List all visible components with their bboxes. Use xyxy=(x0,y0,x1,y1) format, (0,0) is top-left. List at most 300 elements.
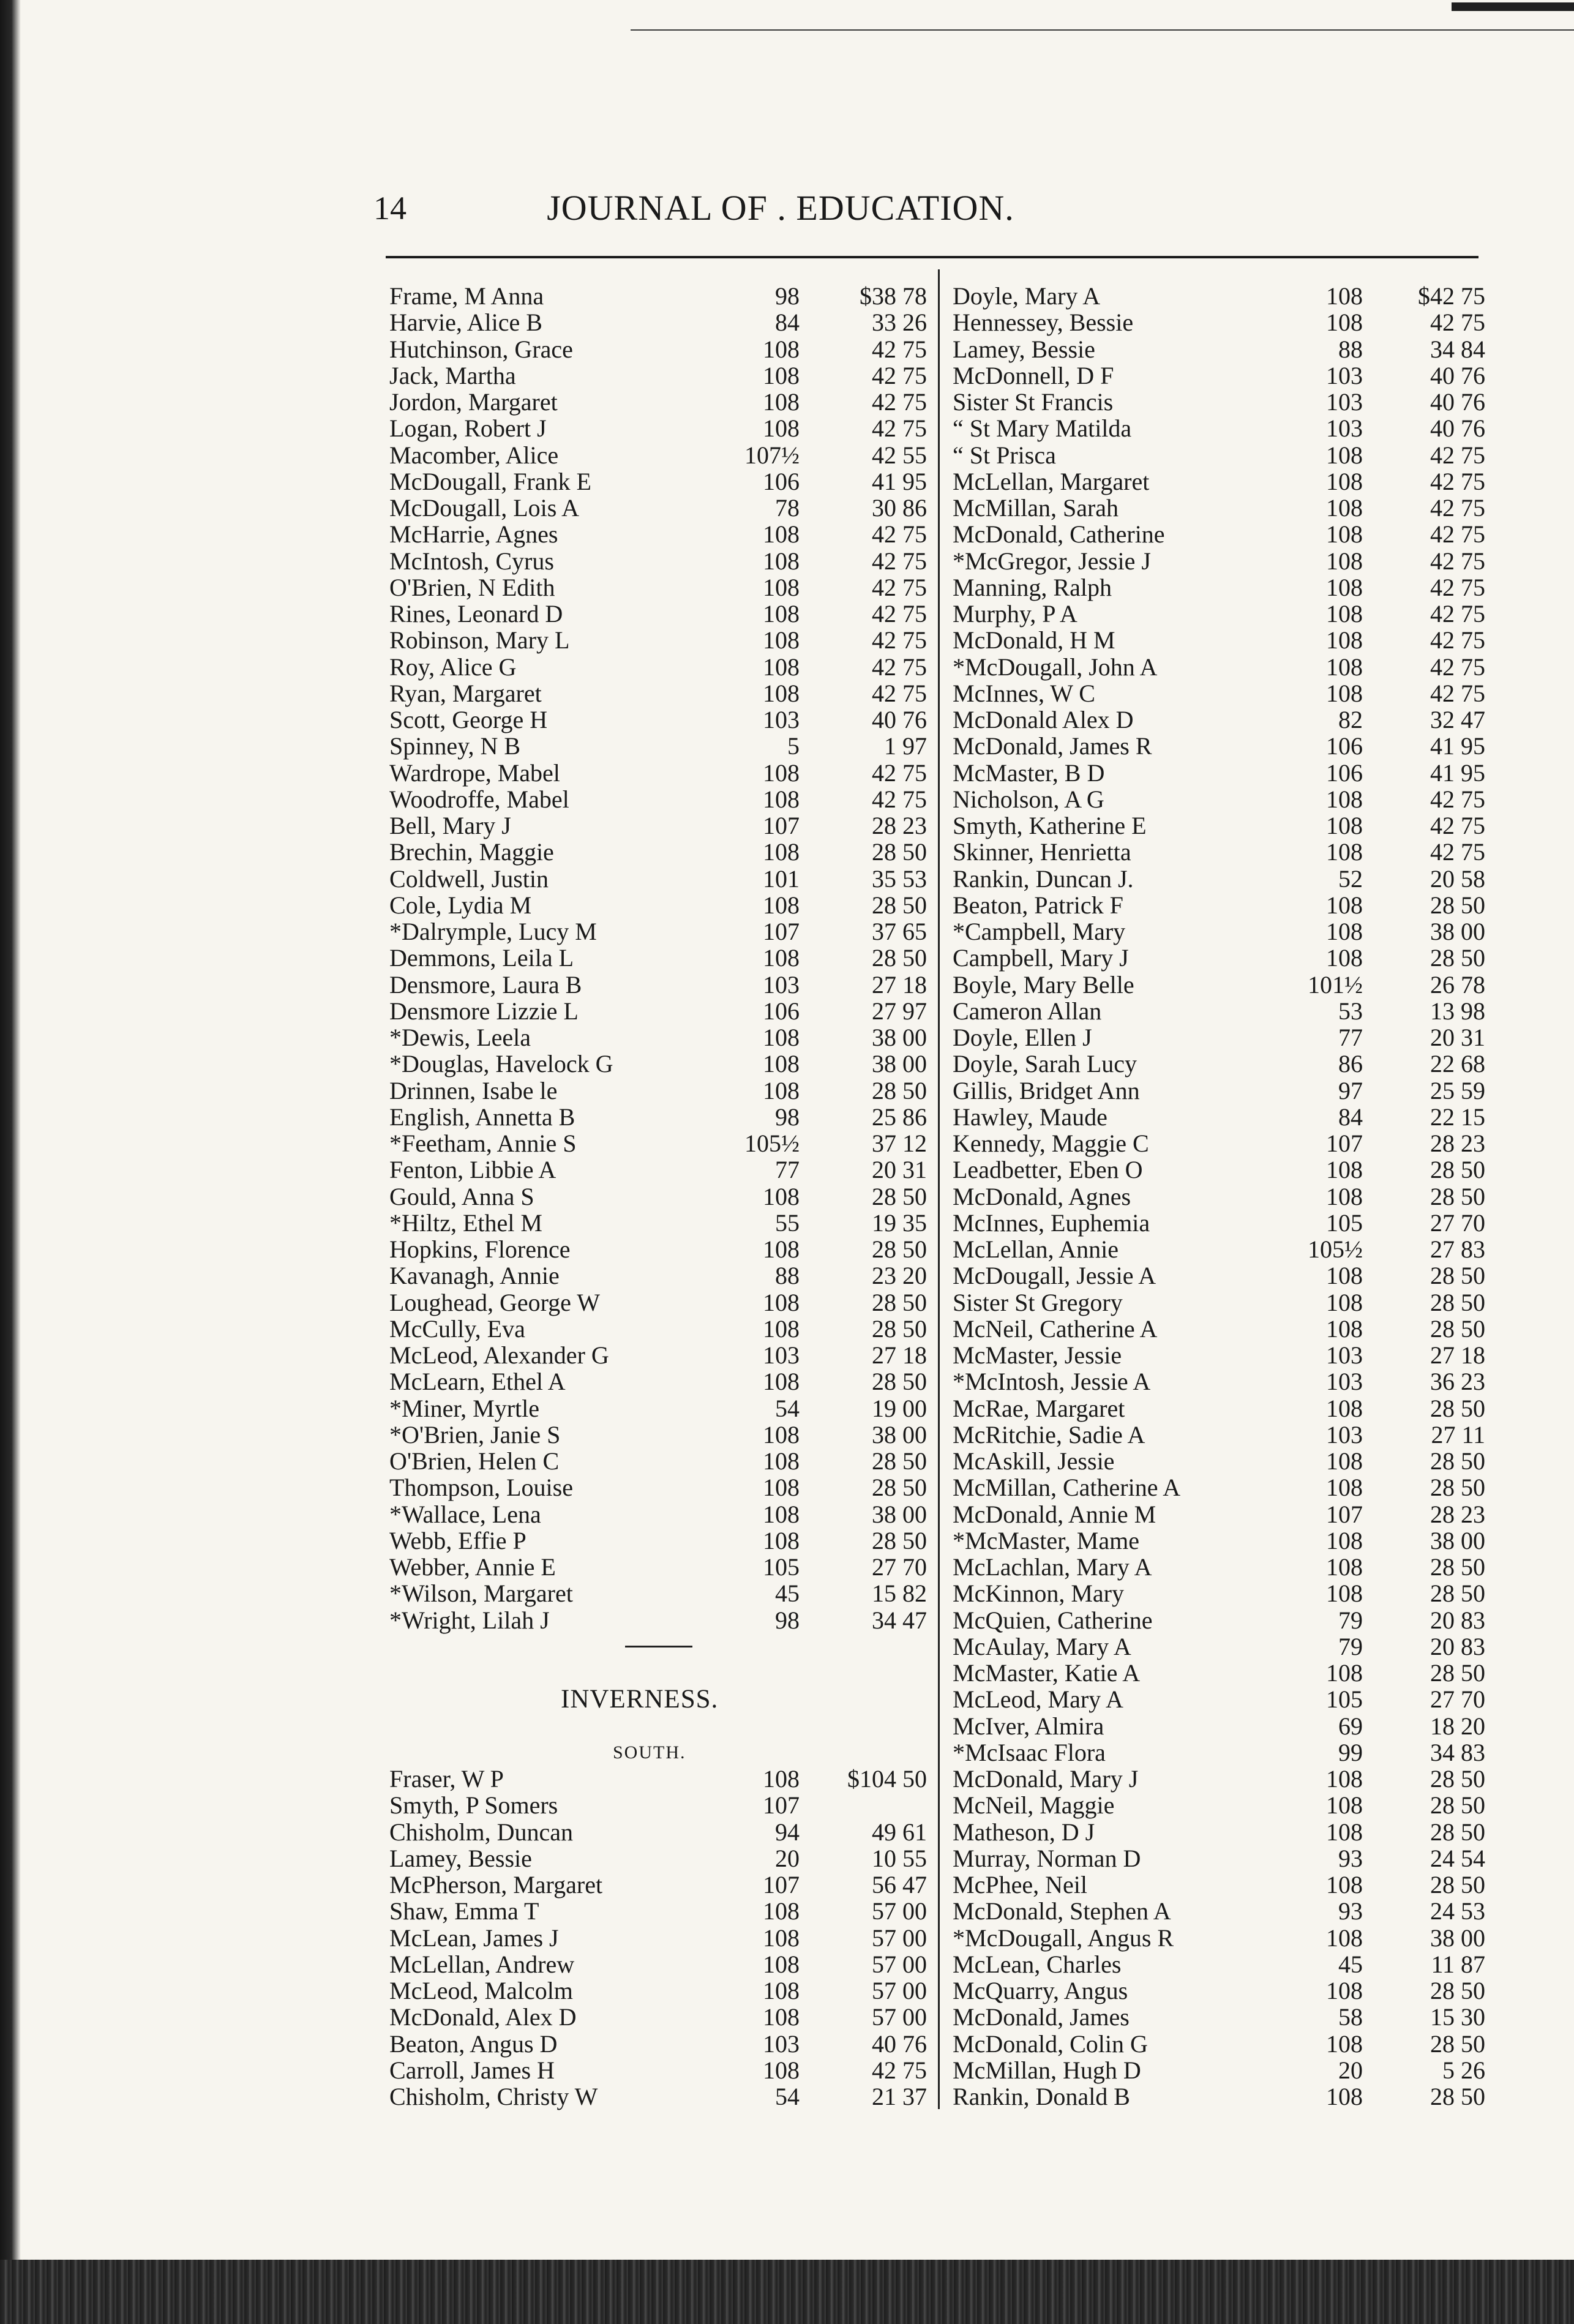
list-item xyxy=(389,1130,928,1156)
entry-amount: 38 00 xyxy=(1430,1526,1485,1554)
list-item xyxy=(953,309,1485,335)
entry-amount: 28 50 xyxy=(872,1182,927,1210)
entry-days: 82 xyxy=(1338,706,1363,733)
entry-name: Scott, George H xyxy=(389,706,548,733)
list-item xyxy=(953,415,1485,441)
entry-name: McPhee, Neil xyxy=(953,1871,1087,1899)
list-item xyxy=(953,998,1485,1024)
entry-name: Hawley, Maude xyxy=(953,1103,1107,1131)
entry-amount: 57 00 xyxy=(872,1924,927,1952)
entry-amount: 42 75 xyxy=(872,600,927,628)
subheading-text: SOUTH. xyxy=(613,1742,686,1763)
entry-days: 108 xyxy=(1326,1791,1363,1820)
entry-amount: 24 54 xyxy=(1430,1844,1485,1872)
entry-name: *Miner, Myrtle xyxy=(389,1394,540,1422)
list-item xyxy=(389,998,928,1024)
entry-amount: 28 50 xyxy=(1430,2030,1485,2058)
scan-left-edge xyxy=(0,0,21,2324)
entry-days: 108 xyxy=(1326,1447,1363,1475)
entry-amount: 33 26 xyxy=(872,309,927,337)
entry-name: Hennessey, Bessie xyxy=(953,309,1134,337)
entry-days: 108 xyxy=(763,759,800,787)
list-item xyxy=(953,760,1485,786)
entry-days: 69 xyxy=(1338,1712,1363,1740)
entry-days: 108 xyxy=(763,2003,800,2031)
entry-days: 103 xyxy=(1326,388,1363,416)
list-item xyxy=(953,521,1485,547)
entry-amount: 28 50 xyxy=(1430,1659,1485,1687)
entry-days: 20 xyxy=(1338,2056,1363,2084)
entry-days: 108 xyxy=(1326,944,1363,972)
entry-amount: 28 50 xyxy=(1430,1447,1485,1475)
list-item xyxy=(953,1872,1485,1898)
list-item xyxy=(953,601,1485,627)
entry-name: McMaster, Katie A xyxy=(953,1659,1141,1687)
entry-name: Fraser, W P xyxy=(389,1765,504,1793)
entry-name: Harvie, Alice B xyxy=(389,309,542,337)
list-item xyxy=(389,2004,928,2030)
entry-days: 108 xyxy=(1326,785,1363,813)
entry-days: 108 xyxy=(1326,1288,1363,1316)
list-item xyxy=(389,1210,928,1236)
entry-days: 101 xyxy=(763,864,800,893)
entry-amount: 28 50 xyxy=(872,1474,927,1502)
entry-days: 93 xyxy=(1338,1844,1363,1872)
list-item xyxy=(389,1580,928,1606)
entry-days: 108 xyxy=(763,1235,800,1263)
list-item xyxy=(389,442,928,468)
entry-days: 108 xyxy=(763,1950,800,1978)
entry-name: *McIsaac Flora xyxy=(953,1738,1106,1766)
entry-amount: 28 50 xyxy=(1430,1156,1485,1184)
list-item xyxy=(389,1554,928,1580)
entry-name: McHarrie, Agnes xyxy=(389,520,558,549)
entry-name: Kavanagh, Annie xyxy=(389,1262,560,1290)
entry-amount: 42 75 xyxy=(1430,838,1485,866)
entry-days: 108 xyxy=(1326,1314,1363,1343)
entry-name: Jordon, Margaret xyxy=(389,388,558,416)
entry-amount: 28 23 xyxy=(872,812,927,839)
entry-days: 93 xyxy=(1338,1897,1363,1925)
entry-amount: 42 75 xyxy=(1430,600,1485,628)
entry-amount: 28 50 xyxy=(872,838,927,866)
entry-days: 103 xyxy=(763,970,800,999)
list-item xyxy=(389,892,928,918)
entry-amount: 1 97 xyxy=(884,732,927,760)
entry-amount: 38 00 xyxy=(872,1420,927,1449)
entry-name: Chisholm, Christy W xyxy=(389,2083,598,2110)
entry-days: 103 xyxy=(763,1341,800,1369)
entry-name: Sister St Gregory xyxy=(953,1288,1123,1316)
section-subheading xyxy=(389,1739,928,1766)
entry-name: Lamey, Bessie xyxy=(389,1844,532,1872)
entry-name: McAskill, Jessie xyxy=(953,1447,1115,1475)
entry-name: Wardrope, Mabel xyxy=(389,759,560,787)
entry-days: 45 xyxy=(775,1580,800,1608)
entry-days: 108 xyxy=(1326,1924,1363,1952)
entry-days: 108 xyxy=(1326,600,1363,628)
entry-name: McInnes, Euphemia xyxy=(953,1209,1150,1237)
entry-days: 107½ xyxy=(744,441,800,469)
section-heading xyxy=(389,1686,928,1712)
entry-name: McLean, Charles xyxy=(953,1950,1122,1978)
entry-amount: 28 50 xyxy=(872,1526,927,1554)
entry-days: 108 xyxy=(763,573,800,601)
list-item xyxy=(389,2031,928,2057)
entry-amount: 42 75 xyxy=(1430,653,1485,681)
list-item xyxy=(953,680,1485,707)
entry-amount: 20 31 xyxy=(872,1156,927,1184)
list-item xyxy=(953,2004,1485,2030)
entry-name: McLeod, Mary A xyxy=(953,1685,1123,1714)
entry-amount: 15 82 xyxy=(872,1580,927,1608)
entry-name: McDonald, Agnes xyxy=(953,1182,1131,1210)
entry-days: 97 xyxy=(1338,1076,1363,1104)
list-item xyxy=(953,1792,1485,1818)
list-item xyxy=(389,707,928,733)
entry-amount: 40 76 xyxy=(1430,414,1485,443)
entry-amount: 36 23 xyxy=(1430,1368,1485,1396)
list-item xyxy=(389,760,928,786)
list-item xyxy=(953,1951,1485,1977)
divider-rule xyxy=(625,1646,692,1647)
entry-amount: 26 78 xyxy=(1430,970,1485,999)
entry-amount: 38 00 xyxy=(872,1024,927,1051)
entry-name: Loughead, George W xyxy=(389,1288,600,1316)
entry-days: 108 xyxy=(763,785,800,813)
list-item xyxy=(389,1183,928,1210)
list-item xyxy=(953,1422,1485,1448)
entry-amount: 37 12 xyxy=(872,1130,927,1157)
entry-days: 108 xyxy=(763,1447,800,1475)
entry-name: *McDougall, John A xyxy=(953,653,1158,681)
list-item xyxy=(389,1448,928,1474)
entry-amount: 27 11 xyxy=(1431,1420,1485,1449)
entry-days: 84 xyxy=(775,309,800,337)
entry-name: Shaw, Emma T xyxy=(389,1897,539,1925)
entry-days: 103 xyxy=(1326,1420,1363,1449)
entry-amount: 28 23 xyxy=(1430,1500,1485,1528)
list-item xyxy=(953,1262,1485,1289)
entry-days: 108 xyxy=(763,1924,800,1952)
list-item xyxy=(953,1078,1485,1104)
list-item xyxy=(953,1474,1485,1501)
list-item xyxy=(389,1872,928,1898)
list-item xyxy=(389,1395,928,1422)
entry-amount: 20 83 xyxy=(1430,1606,1485,1634)
entry-days: 108 xyxy=(1326,467,1363,495)
list-item xyxy=(953,1898,1485,1924)
entry-days: 106 xyxy=(763,467,800,495)
entry-days: 108 xyxy=(1326,1871,1363,1899)
list-item xyxy=(389,2057,928,2083)
entry-name: Skinner, Henrietta xyxy=(953,838,1131,866)
entry-name: Chisholm, Duncan xyxy=(389,1818,573,1846)
list-item xyxy=(389,1501,928,1527)
entry-days: 58 xyxy=(1338,2003,1363,2031)
entry-amount: 25 86 xyxy=(872,1103,927,1131)
entry-amount: 27 70 xyxy=(1430,1685,1485,1714)
entry-name: McDonald, Catherine xyxy=(953,520,1165,549)
entry-amount: 28 50 xyxy=(872,1314,927,1343)
entry-name: Doyle, Mary A xyxy=(953,282,1101,310)
entry-amount: $42 75 xyxy=(1418,282,1485,310)
section-divider xyxy=(389,1633,928,1660)
entry-amount: 42 75 xyxy=(872,679,927,707)
entry-amount: 42 75 xyxy=(1430,547,1485,575)
entry-name: McRitchie, Sadie A xyxy=(953,1420,1145,1449)
scan-top-rule xyxy=(631,29,1574,31)
list-item xyxy=(953,918,1485,945)
list-item xyxy=(389,1819,928,1845)
entry-name: *McDougall, Angus R xyxy=(953,1924,1174,1952)
entry-amount: 25 59 xyxy=(1430,1076,1485,1104)
list-item xyxy=(389,1951,928,1977)
entry-name: McQuien, Catherine xyxy=(953,1606,1153,1634)
list-item xyxy=(953,627,1485,653)
entry-days: 107 xyxy=(763,1791,800,1820)
entry-amount: 28 50 xyxy=(1430,1182,1485,1210)
list-item xyxy=(389,918,928,945)
entry-name: Gould, Anna S xyxy=(389,1182,534,1210)
list-item xyxy=(953,1580,1485,1606)
entry-name: O'Brien, Helen C xyxy=(389,1447,560,1475)
list-item xyxy=(953,1977,1485,2004)
entry-name: McIver, Almira xyxy=(953,1712,1104,1740)
entry-amount: 28 50 xyxy=(1430,1818,1485,1846)
entry-name: McDougall, Frank E xyxy=(389,467,591,495)
entry-days: 88 xyxy=(775,1262,800,1290)
entry-days: 107 xyxy=(1326,1500,1363,1528)
entry-days: 77 xyxy=(1338,1024,1363,1051)
entry-name: Campbell, Mary J xyxy=(953,944,1129,972)
entry-days: 108 xyxy=(1326,1182,1363,1210)
entry-name: Woodroffe, Mabel xyxy=(389,785,569,813)
entry-amount: 42 75 xyxy=(872,759,927,787)
entry-amount: 28 50 xyxy=(872,1368,927,1396)
entry-amount: 42 75 xyxy=(872,626,927,654)
list-item xyxy=(389,283,928,309)
entry-days: 108 xyxy=(763,838,800,866)
list-item xyxy=(953,945,1485,971)
entry-name: Roy, Alice G xyxy=(389,653,517,681)
entry-days: 108 xyxy=(763,1765,800,1793)
entry-days: 105½ xyxy=(744,1130,800,1157)
list-item xyxy=(389,945,928,971)
entry-amount: 57 00 xyxy=(872,1950,927,1978)
entry-amount: 28 50 xyxy=(872,1447,927,1475)
entry-amount: 41 95 xyxy=(872,467,927,495)
entry-days: 108 xyxy=(763,679,800,707)
entry-amount: 42 75 xyxy=(1430,573,1485,601)
entry-days: 77 xyxy=(775,1156,800,1184)
list-item xyxy=(389,1925,928,1951)
list-item xyxy=(389,362,928,389)
entry-amount: 27 18 xyxy=(872,1341,927,1369)
entry-days: 108 xyxy=(1326,1394,1363,1422)
entry-amount: 20 83 xyxy=(1430,1632,1485,1660)
entry-amount: 27 70 xyxy=(1430,1209,1485,1237)
entry-amount: $38 78 xyxy=(860,282,927,310)
entry-name: McLachlan, Mary A xyxy=(953,1553,1152,1581)
entry-days: 107 xyxy=(763,1871,800,1899)
list-item xyxy=(953,1104,1485,1130)
list-item xyxy=(953,707,1485,733)
entry-days: 106 xyxy=(763,997,800,1025)
entry-name: Thompson, Louise xyxy=(389,1474,573,1502)
entry-days: 105 xyxy=(1326,1685,1363,1714)
entry-days: 106 xyxy=(1326,759,1363,787)
entry-days: 108 xyxy=(1326,1553,1363,1581)
entry-days: 108 xyxy=(763,1500,800,1528)
list-item xyxy=(953,1925,1485,1951)
list-item xyxy=(953,362,1485,389)
entry-amount: 34 84 xyxy=(1430,335,1485,363)
entry-name: Matheson, D J xyxy=(953,1818,1095,1846)
entry-days: 54 xyxy=(775,2083,800,2110)
entry-amount: 35 53 xyxy=(872,864,927,893)
entry-name: *Wallace, Lena xyxy=(389,1500,541,1528)
entry-amount: 22 68 xyxy=(1430,1050,1485,1078)
entry-days: 108 xyxy=(1326,494,1363,522)
list-item xyxy=(389,1051,928,1077)
list-item xyxy=(389,468,928,495)
entry-name: Fenton, Libbie A xyxy=(389,1156,557,1184)
entry-days: 105 xyxy=(1326,1209,1363,1237)
entry-amount: 42 55 xyxy=(872,441,927,469)
entry-amount: 37 65 xyxy=(872,918,927,945)
entry-name: *Dalrymple, Lucy M xyxy=(389,918,597,945)
list-item xyxy=(953,1501,1485,1527)
entry-days: 53 xyxy=(1338,997,1363,1025)
entry-days: 88 xyxy=(1338,335,1363,363)
list-item xyxy=(389,1845,928,1872)
list-item xyxy=(389,786,928,812)
entry-days: 108 xyxy=(1326,891,1363,919)
entry-days: 106 xyxy=(1326,732,1363,760)
list-item xyxy=(953,1766,1485,1792)
entry-name: McDonald, H M xyxy=(953,626,1115,654)
entry-amount: 28 50 xyxy=(872,1288,927,1316)
entry-amount: 27 97 xyxy=(872,997,927,1025)
entry-days: 108 xyxy=(763,1368,800,1396)
entry-days: 108 xyxy=(1326,812,1363,839)
entry-amount: 42 75 xyxy=(872,573,927,601)
entry-days: 108 xyxy=(763,335,800,363)
entry-days: 108 xyxy=(763,600,800,628)
entry-name: McIntosh, Cyrus xyxy=(389,547,554,575)
entry-amount: 42 75 xyxy=(1430,309,1485,337)
entry-days: 108 xyxy=(763,1182,800,1210)
entry-days: 105 xyxy=(763,1553,800,1581)
entry-days: 108 xyxy=(1326,1818,1363,1846)
list-item xyxy=(389,1474,928,1501)
entry-name: Gillis, Bridget Ann xyxy=(953,1076,1140,1104)
entry-days: 108 xyxy=(1326,1765,1363,1793)
entry-days: 108 xyxy=(1326,679,1363,707)
list-item xyxy=(389,601,928,627)
list-item xyxy=(389,2083,928,2110)
entry-days: 107 xyxy=(763,918,800,945)
entry-name: McLellan, Annie xyxy=(953,1235,1119,1263)
list-item xyxy=(953,839,1485,865)
list-item xyxy=(389,812,928,839)
entry-name: Robinson, Mary L xyxy=(389,626,570,654)
entry-name: McLean, James J xyxy=(389,1924,559,1952)
entry-name: McLellan, Margaret xyxy=(953,467,1150,495)
entry-amount: 28 50 xyxy=(1430,944,1485,972)
entry-name: McCully, Eva xyxy=(389,1314,525,1343)
entry-name: Smyth, Katherine E xyxy=(953,812,1147,839)
entry-amount: 40 76 xyxy=(872,706,927,733)
entry-days: 103 xyxy=(763,706,800,733)
list-item xyxy=(953,1051,1485,1077)
list-item xyxy=(389,1156,928,1183)
entry-days: 108 xyxy=(763,1024,800,1051)
entry-days: 108 xyxy=(1326,309,1363,337)
scan-bottom-edge xyxy=(0,2260,1574,2324)
entry-name: Carroll, James H xyxy=(389,2056,555,2084)
list-item xyxy=(953,1183,1485,1210)
list-item xyxy=(953,1819,1485,1845)
list-item xyxy=(953,495,1485,521)
entry-amount: 38 00 xyxy=(872,1500,927,1528)
entry-name: *Wilson, Margaret xyxy=(389,1580,573,1608)
entry-amount: 28 50 xyxy=(872,1235,927,1263)
entry-amount: 5 26 xyxy=(1442,2056,1485,2084)
list-item xyxy=(389,336,928,362)
page-number: 14 xyxy=(373,190,407,227)
entry-amount: 57 00 xyxy=(872,1897,927,1925)
entry-amount: 40 76 xyxy=(1430,361,1485,389)
entry-amount: 42 75 xyxy=(872,547,927,575)
running-title: JOURNAL OF . EDUCATION. xyxy=(547,188,1014,228)
list-item xyxy=(389,1078,928,1104)
list-item xyxy=(953,866,1485,892)
list-item xyxy=(953,468,1485,495)
entry-amount: 42 75 xyxy=(1430,520,1485,549)
entry-amount: 28 50 xyxy=(872,891,927,919)
entry-amount: 19 00 xyxy=(872,1394,927,1422)
entry-amount: 42 75 xyxy=(1430,679,1485,707)
entry-days: 108 xyxy=(763,2056,800,2084)
entry-days: 108 xyxy=(1326,1977,1363,2004)
list-item xyxy=(389,389,928,415)
entry-amount: 15 30 xyxy=(1430,2003,1485,2031)
entry-amount: 42 75 xyxy=(1430,441,1485,469)
entry-name: Doyle, Sarah Lucy xyxy=(953,1050,1137,1078)
entry-amount: 42 75 xyxy=(872,414,927,443)
entry-name: Densmore Lizzie L xyxy=(389,997,579,1025)
entry-name: Coldwell, Justin xyxy=(389,864,549,893)
entry-amount: 24 53 xyxy=(1430,1897,1485,1925)
entry-amount: 38 00 xyxy=(872,1050,927,1078)
entry-amount: 49 61 xyxy=(872,1818,927,1846)
entry-days: 108 xyxy=(763,1288,800,1316)
list-item xyxy=(953,1342,1485,1368)
entry-amount: 42 75 xyxy=(872,361,927,389)
entry-days: 108 xyxy=(763,653,800,681)
list-item xyxy=(389,627,928,653)
entry-amount: 27 83 xyxy=(1430,1235,1485,1263)
entry-amount: 28 50 xyxy=(1430,1791,1485,1820)
entry-days: 108 xyxy=(1326,626,1363,654)
entry-name: Beaton, Angus D xyxy=(389,2030,558,2058)
list-item xyxy=(389,866,928,892)
entry-days: 107 xyxy=(1326,1130,1363,1157)
entry-name: Sister St Francis xyxy=(953,388,1114,416)
list-item xyxy=(953,1368,1485,1395)
